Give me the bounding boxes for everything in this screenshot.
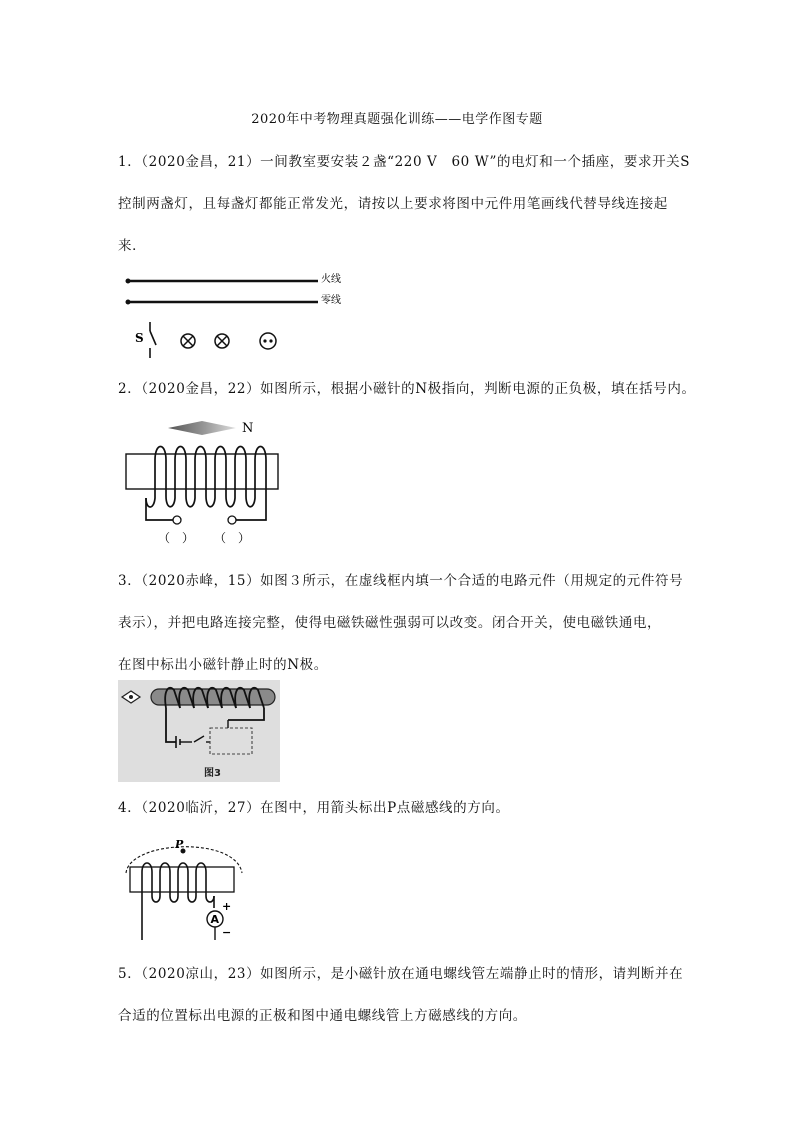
neutral-wire-label: 零线: [321, 295, 341, 306]
ammeter-minus: −: [222, 926, 232, 939]
point-p-label: P: [175, 838, 184, 851]
socket-symbol: [260, 333, 276, 349]
bracket-left: （ ）: [158, 531, 195, 545]
figure-caption: 图3: [204, 768, 221, 779]
live-wire-label: 火线: [321, 274, 341, 285]
switch-label: S: [135, 331, 144, 345]
question-4-line-1: 4．（2020临沂，27）在图中，用箭头标出P点磁感线的方向。: [118, 800, 510, 816]
terminal-left: [173, 516, 181, 524]
question-2-line-1: 2．（2020金昌，22）如图所示，根据小磁针的N极指向，判断电源的正负极，填在括号内。: [118, 381, 696, 397]
question-1-line-3: 来．: [118, 238, 147, 254]
solenoid-core-q4: [130, 867, 234, 892]
needle-n-label: N: [242, 421, 254, 436]
iron-core-rod: [151, 689, 275, 705]
bracket-right: （ ）: [214, 531, 251, 545]
household-circuit-figure: [118, 266, 368, 366]
question-3-line-2: 表示），并把电路连接完整，使得电磁铁磁性强弱可以改变。闭合开关，使电磁铁通电，: [118, 615, 662, 631]
question-3-line-3: 在图中标出小磁针静止时的N极。: [118, 657, 328, 673]
electromagnet-figure: [118, 680, 280, 782]
field-line-figure: [118, 828, 258, 943]
question-5-line-2: 合适的位置标出电源的正极和图中通电螺线管上方磁感线的方向。: [118, 1008, 527, 1024]
terminal-right: [228, 516, 236, 524]
question-5-line-1: 5．（2020凉山，23）如图所示，是小磁针放在通电螺线管左端静止时的情形，请判断并在: [118, 966, 684, 982]
question-1-line-2: 控制两盏灯，且每盏灯都能正常发光，请按以上要求将图中元件用笔画线代替导线连接起: [118, 196, 668, 212]
page-title: 2020年中考物理真题强化训练——电学作图专题: [251, 112, 543, 127]
question-1-line-1: 1．（2020金昌，21）一间教室要安装２盏“220 V 60 W”的电灯和一个插座，要求开关S: [118, 154, 691, 170]
ammeter-plus: +: [222, 900, 232, 913]
lamp-1-symbol: [181, 334, 195, 348]
solenoid-coil: [146, 447, 266, 521]
solenoid-coil-q4: [142, 863, 214, 940]
compass-needle: [168, 421, 236, 435]
question-3-line-1: 3．（2020赤峰，15）如图３所示，在虚线框内填一个合适的电路元件（用规定的元件符号: [118, 573, 684, 589]
ammeter-label: A: [210, 913, 220, 926]
solenoid-needle-figure: [118, 410, 288, 550]
lamp-2-symbol: [215, 334, 229, 348]
switch-symbol: [150, 322, 156, 358]
